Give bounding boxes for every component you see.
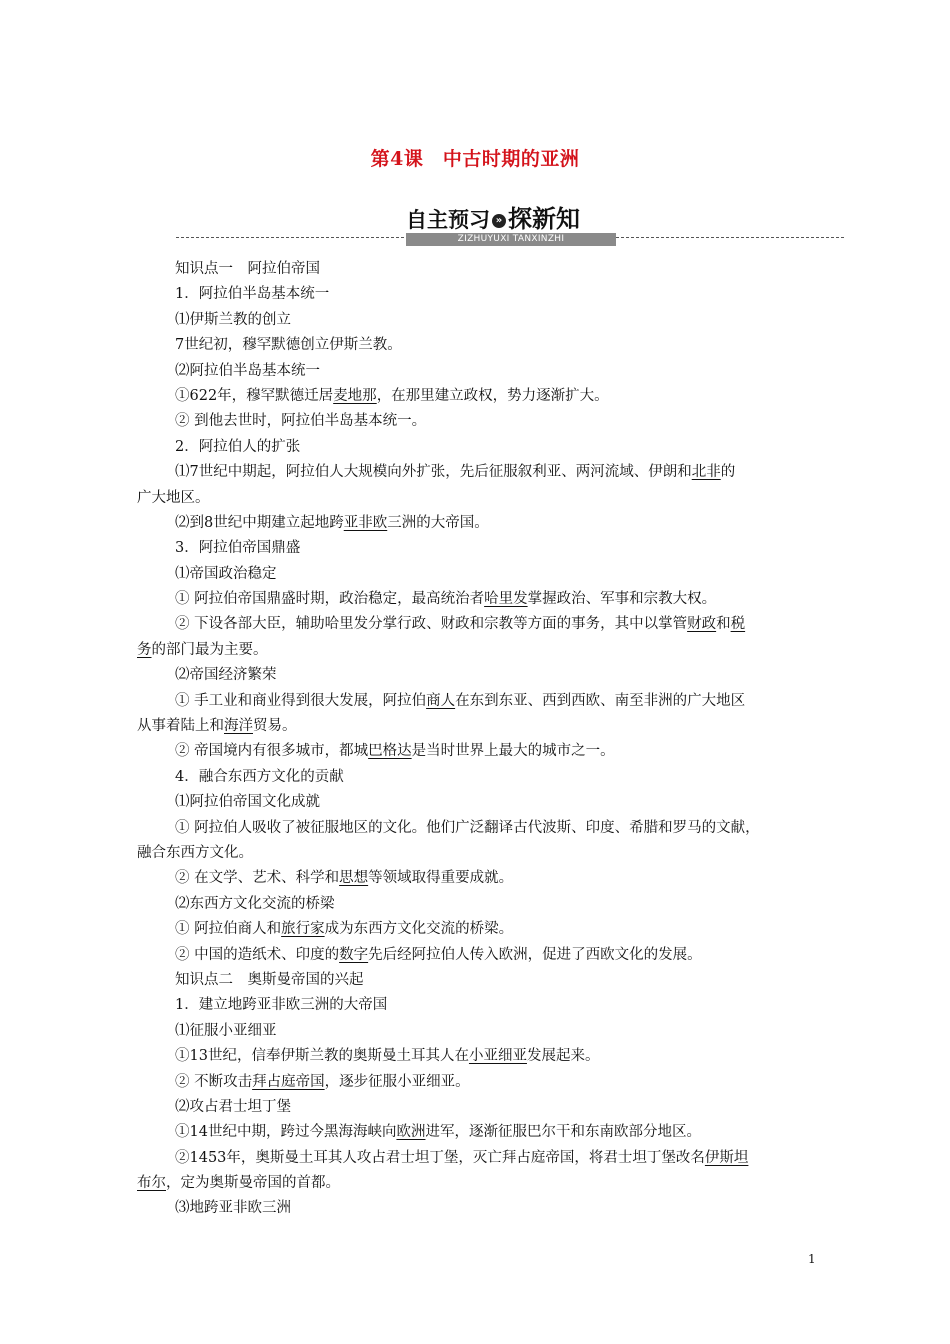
underlined-term: 数字 [339, 946, 369, 963]
page-title: 第4课 中古时期的亚洲 [370, 148, 580, 170]
text-segment: 7世纪初，穆罕默德创立伊斯兰教。 [175, 337, 402, 354]
text-segment: 3．阿拉伯帝国鼎盛 [175, 540, 301, 557]
text-line [137, 511, 817, 536]
text-line [137, 1171, 817, 1196]
text-segment: ②1453年，奥斯曼土耳其人攻占君士坦丁堡，灭亡拜占庭帝国，将君士坦丁堡改名 [175, 1149, 705, 1166]
text-segment: ⑵东西方文化交流的桥梁 [175, 895, 335, 912]
banner-part1: 自主预习 [406, 208, 490, 232]
text-line [137, 384, 817, 409]
text-line [137, 765, 817, 790]
text-segment: 的 [720, 464, 736, 481]
text-segment: ⑵攻占君士坦丁堡 [175, 1098, 291, 1115]
text-segment: ，定为奥斯曼帝国的首都。 [166, 1175, 340, 1192]
underlined-term: 欧洲 [396, 1124, 426, 1141]
text-segment: ② 下设各部大臣，辅助哈里发分掌行政、财政和宗教等方面的事务，其中以掌管 [175, 616, 688, 633]
text-segment: ① 阿拉伯商人和 [175, 921, 282, 938]
text-segment: ⑴帝国政治稳定 [175, 565, 277, 582]
text-line [137, 282, 817, 307]
text-segment: ①622年，穆罕默德迁居 [175, 387, 334, 404]
text-segment: 发展起来。 [526, 1048, 600, 1065]
text-segment: ⑶地跨亚非欧三洲 [175, 1200, 291, 1217]
text-segment: ② 到他去世时，阿拉伯半岛基本统一。 [175, 413, 427, 430]
text-segment: 知识点二 奥斯曼帝国的兴起 [175, 971, 364, 988]
text-line [137, 638, 817, 663]
text-segment: ② 帝国境内有很多城市，都城 [175, 743, 369, 760]
text-segment: 成为东西方文化交流的桥梁。 [324, 921, 514, 938]
text-line [137, 486, 817, 511]
page-number: 1 [808, 1252, 816, 1266]
section-banner-title [406, 204, 616, 234]
text-line [137, 892, 817, 917]
text-line [137, 968, 817, 993]
section-banner-pinyin: ZIZHUYUXI TANXINZHI [406, 233, 616, 246]
text-line [137, 257, 817, 282]
text-segment: ② 中国的造纸术、印度的 [175, 946, 340, 963]
text-line [137, 866, 817, 891]
text-line [137, 536, 817, 561]
text-line [137, 739, 817, 764]
text-line [137, 714, 817, 739]
text-segment: 在东到东亚、西到西欧、南至非洲的广大地区 [455, 692, 746, 709]
underlined-term: 哈里发 [484, 591, 528, 608]
text-line [137, 993, 817, 1018]
text-segment: ⑵帝国经济繁荣 [175, 667, 277, 684]
text-line [137, 562, 817, 587]
text-segment: ①13世纪，信奉伊斯兰教的奥斯曼土耳其人在 [175, 1048, 469, 1065]
text-segment: 进军，逐渐征服巴尔干和东南欧部分地区。 [425, 1124, 701, 1141]
text-segment: ② 不断攻击 [175, 1073, 253, 1090]
text-segment: 2．阿拉伯人的扩张 [175, 438, 301, 455]
text-segment: ⑴伊斯兰教的创立 [175, 311, 291, 328]
underlined-term: 伊斯坦 [704, 1149, 749, 1166]
text-line [137, 308, 817, 333]
text-line [137, 1196, 817, 1221]
text-segment: 1．建立地跨亚非欧三洲的大帝国 [175, 997, 388, 1014]
underlined-term: 商人 [426, 692, 456, 709]
text-segment: ①14世纪中期，跨过今黑海海峡向 [175, 1124, 397, 1141]
text-segment: 融合东西方文化。 [137, 844, 253, 861]
text-segment: ② 在文学、艺术、科学和 [175, 870, 340, 887]
text-line [137, 587, 817, 612]
text-segment: ，逐步征服小亚细亚。 [324, 1073, 470, 1090]
text-segment: 从事着陆上和 [137, 718, 224, 735]
arrow-icon: » [492, 214, 506, 228]
underlined-term: 税 [730, 616, 746, 633]
text-line [137, 409, 817, 434]
text-line [137, 841, 817, 866]
text-line [137, 1070, 817, 1095]
text-segment: 广大地区。 [137, 489, 210, 506]
underlined-term: 北非 [691, 464, 721, 481]
text-line [137, 689, 817, 714]
underlined-term: 旅行家 [281, 921, 325, 938]
text-line [137, 816, 817, 841]
underlined-term: 麦地那 [333, 387, 377, 404]
text-segment: 和 [716, 616, 731, 633]
text-line [137, 943, 817, 968]
underlined-term: 小亚细亚 [468, 1048, 527, 1065]
text-line [137, 1120, 817, 1145]
text-line [137, 663, 817, 688]
underlined-term: 亚非欧 [343, 514, 388, 531]
underlined-term: 财政 [687, 616, 717, 633]
text-segment: 1．阿拉伯半岛基本统一 [175, 286, 330, 303]
text-line [137, 1146, 817, 1171]
text-line [137, 1095, 817, 1120]
underlined-term: 务 [137, 641, 152, 658]
text-segment: ① 手工业和商业得到很大发展，阿拉伯 [175, 692, 427, 709]
text-segment: ⑴征服小亚细亚 [175, 1022, 277, 1039]
text-segment: 掌握政治、军事和宗教大权。 [527, 591, 717, 608]
text-segment: 4．融合东西方文化的贡献 [175, 768, 344, 785]
text-segment: ① 阿拉伯人吸收了被征服地区的文化。他们广泛翻译古代波斯、印度、希腊和罗马的文献， [175, 819, 760, 836]
banner-part2: 探新知 [508, 205, 580, 233]
text-segment: ⑴阿拉伯帝国文化成就 [175, 794, 320, 811]
underlined-term: 思想 [339, 870, 369, 887]
text-line [137, 333, 817, 358]
text-line [137, 1019, 817, 1044]
text-segment: 先后经阿拉伯人传入欧洲，促进了西欧文化的发展。 [368, 946, 702, 963]
text-segment: 贸易。 [253, 718, 297, 735]
text-segment: 是当时世界上最大的城市之一。 [411, 743, 615, 760]
underlined-term: 海洋 [224, 718, 253, 735]
underlined-term: 布尔 [137, 1175, 166, 1192]
text-segment: ⑵阿拉伯半岛基本统一 [175, 362, 320, 379]
text-line [137, 435, 817, 460]
text-segment: ① 阿拉伯帝国鼎盛时期，政治稳定，最高统治者 [175, 591, 485, 608]
text-segment: 三洲的大帝国。 [387, 514, 489, 531]
text-segment: ⑴7世纪中期起，阿拉伯人大规模向外扩张，先后征服叙利亚、两河流域、伊朗和 [175, 464, 692, 481]
text-line [137, 790, 817, 815]
text-line [137, 359, 817, 384]
text-line [137, 460, 817, 485]
underlined-term: 巴格达 [368, 743, 412, 760]
text-segment: 等领域取得重要成就。 [368, 870, 514, 887]
text-line [137, 1044, 817, 1069]
text-segment: ⑵到8世纪中期建立起地跨 [175, 514, 344, 531]
text-segment: 知识点一 阿拉伯帝国 [175, 261, 320, 277]
section-banner [406, 204, 616, 244]
text-line [137, 917, 817, 942]
document-body [137, 257, 817, 1222]
text-segment: ，在那里建立政权，势力逐渐扩大。 [376, 387, 609, 404]
text-segment: 的部门最为主要。 [151, 641, 268, 658]
underlined-term: 拜占庭帝国 [252, 1073, 325, 1090]
text-line [137, 612, 817, 637]
